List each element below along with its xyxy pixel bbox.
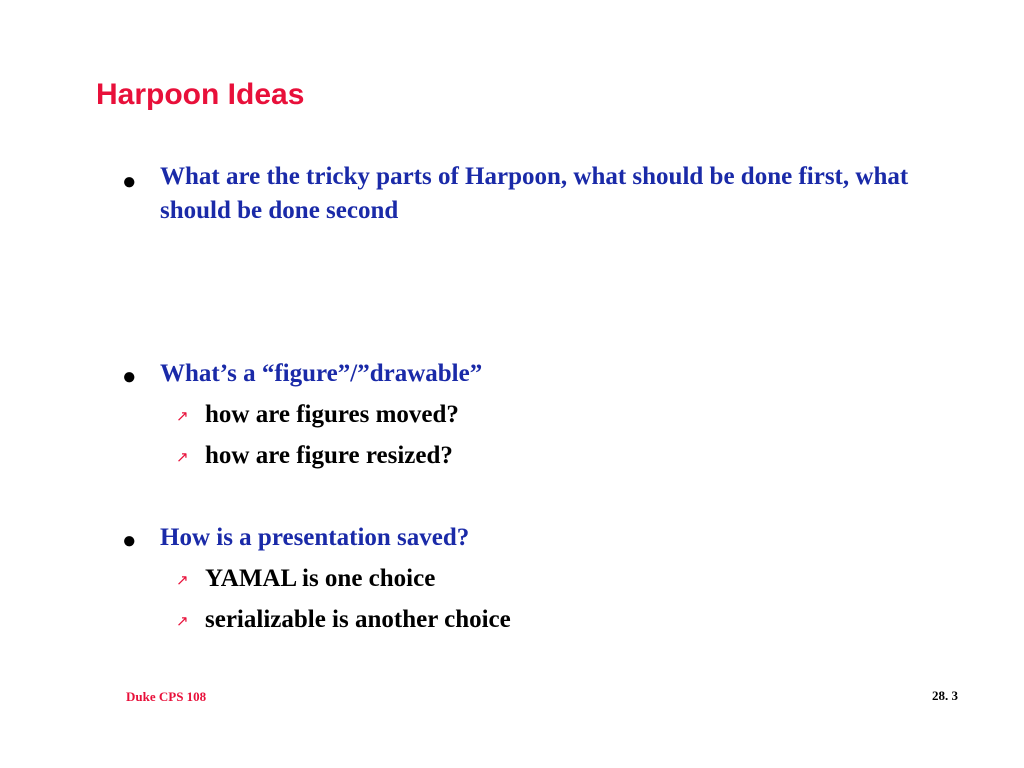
bullet-icon: ● bbox=[122, 169, 137, 195]
point-1-text: What are the tricky parts of Harpoon, what should be done first, what should be done second bbox=[160, 163, 909, 224]
footer-course-label: Duke CPS 108 bbox=[126, 689, 207, 704]
arrow-icon: ↗ bbox=[176, 407, 189, 425]
slide-title: Harpoon Ideas bbox=[96, 78, 305, 111]
point-3-sub-2: serializable is another choice bbox=[205, 606, 511, 633]
arrow-icon: ↗ bbox=[176, 448, 189, 466]
point-2-text: What’s a “figure”/”drawable” bbox=[160, 360, 483, 387]
point-3-text: How is a presentation saved? bbox=[160, 524, 470, 551]
arrow-icon: ↗ bbox=[176, 612, 189, 630]
point-3-sub-1: YAMAL is one choice bbox=[205, 565, 436, 592]
point-2-sub-1: how are figures moved? bbox=[205, 401, 459, 428]
bullet-icon: ● bbox=[122, 528, 137, 554]
arrow-icon: ↗ bbox=[176, 571, 189, 589]
bullet-icon: ● bbox=[122, 364, 137, 390]
footer-slide-number: 28. 3 bbox=[932, 688, 958, 703]
point-2-sub-2: how are figure resized? bbox=[205, 442, 453, 469]
